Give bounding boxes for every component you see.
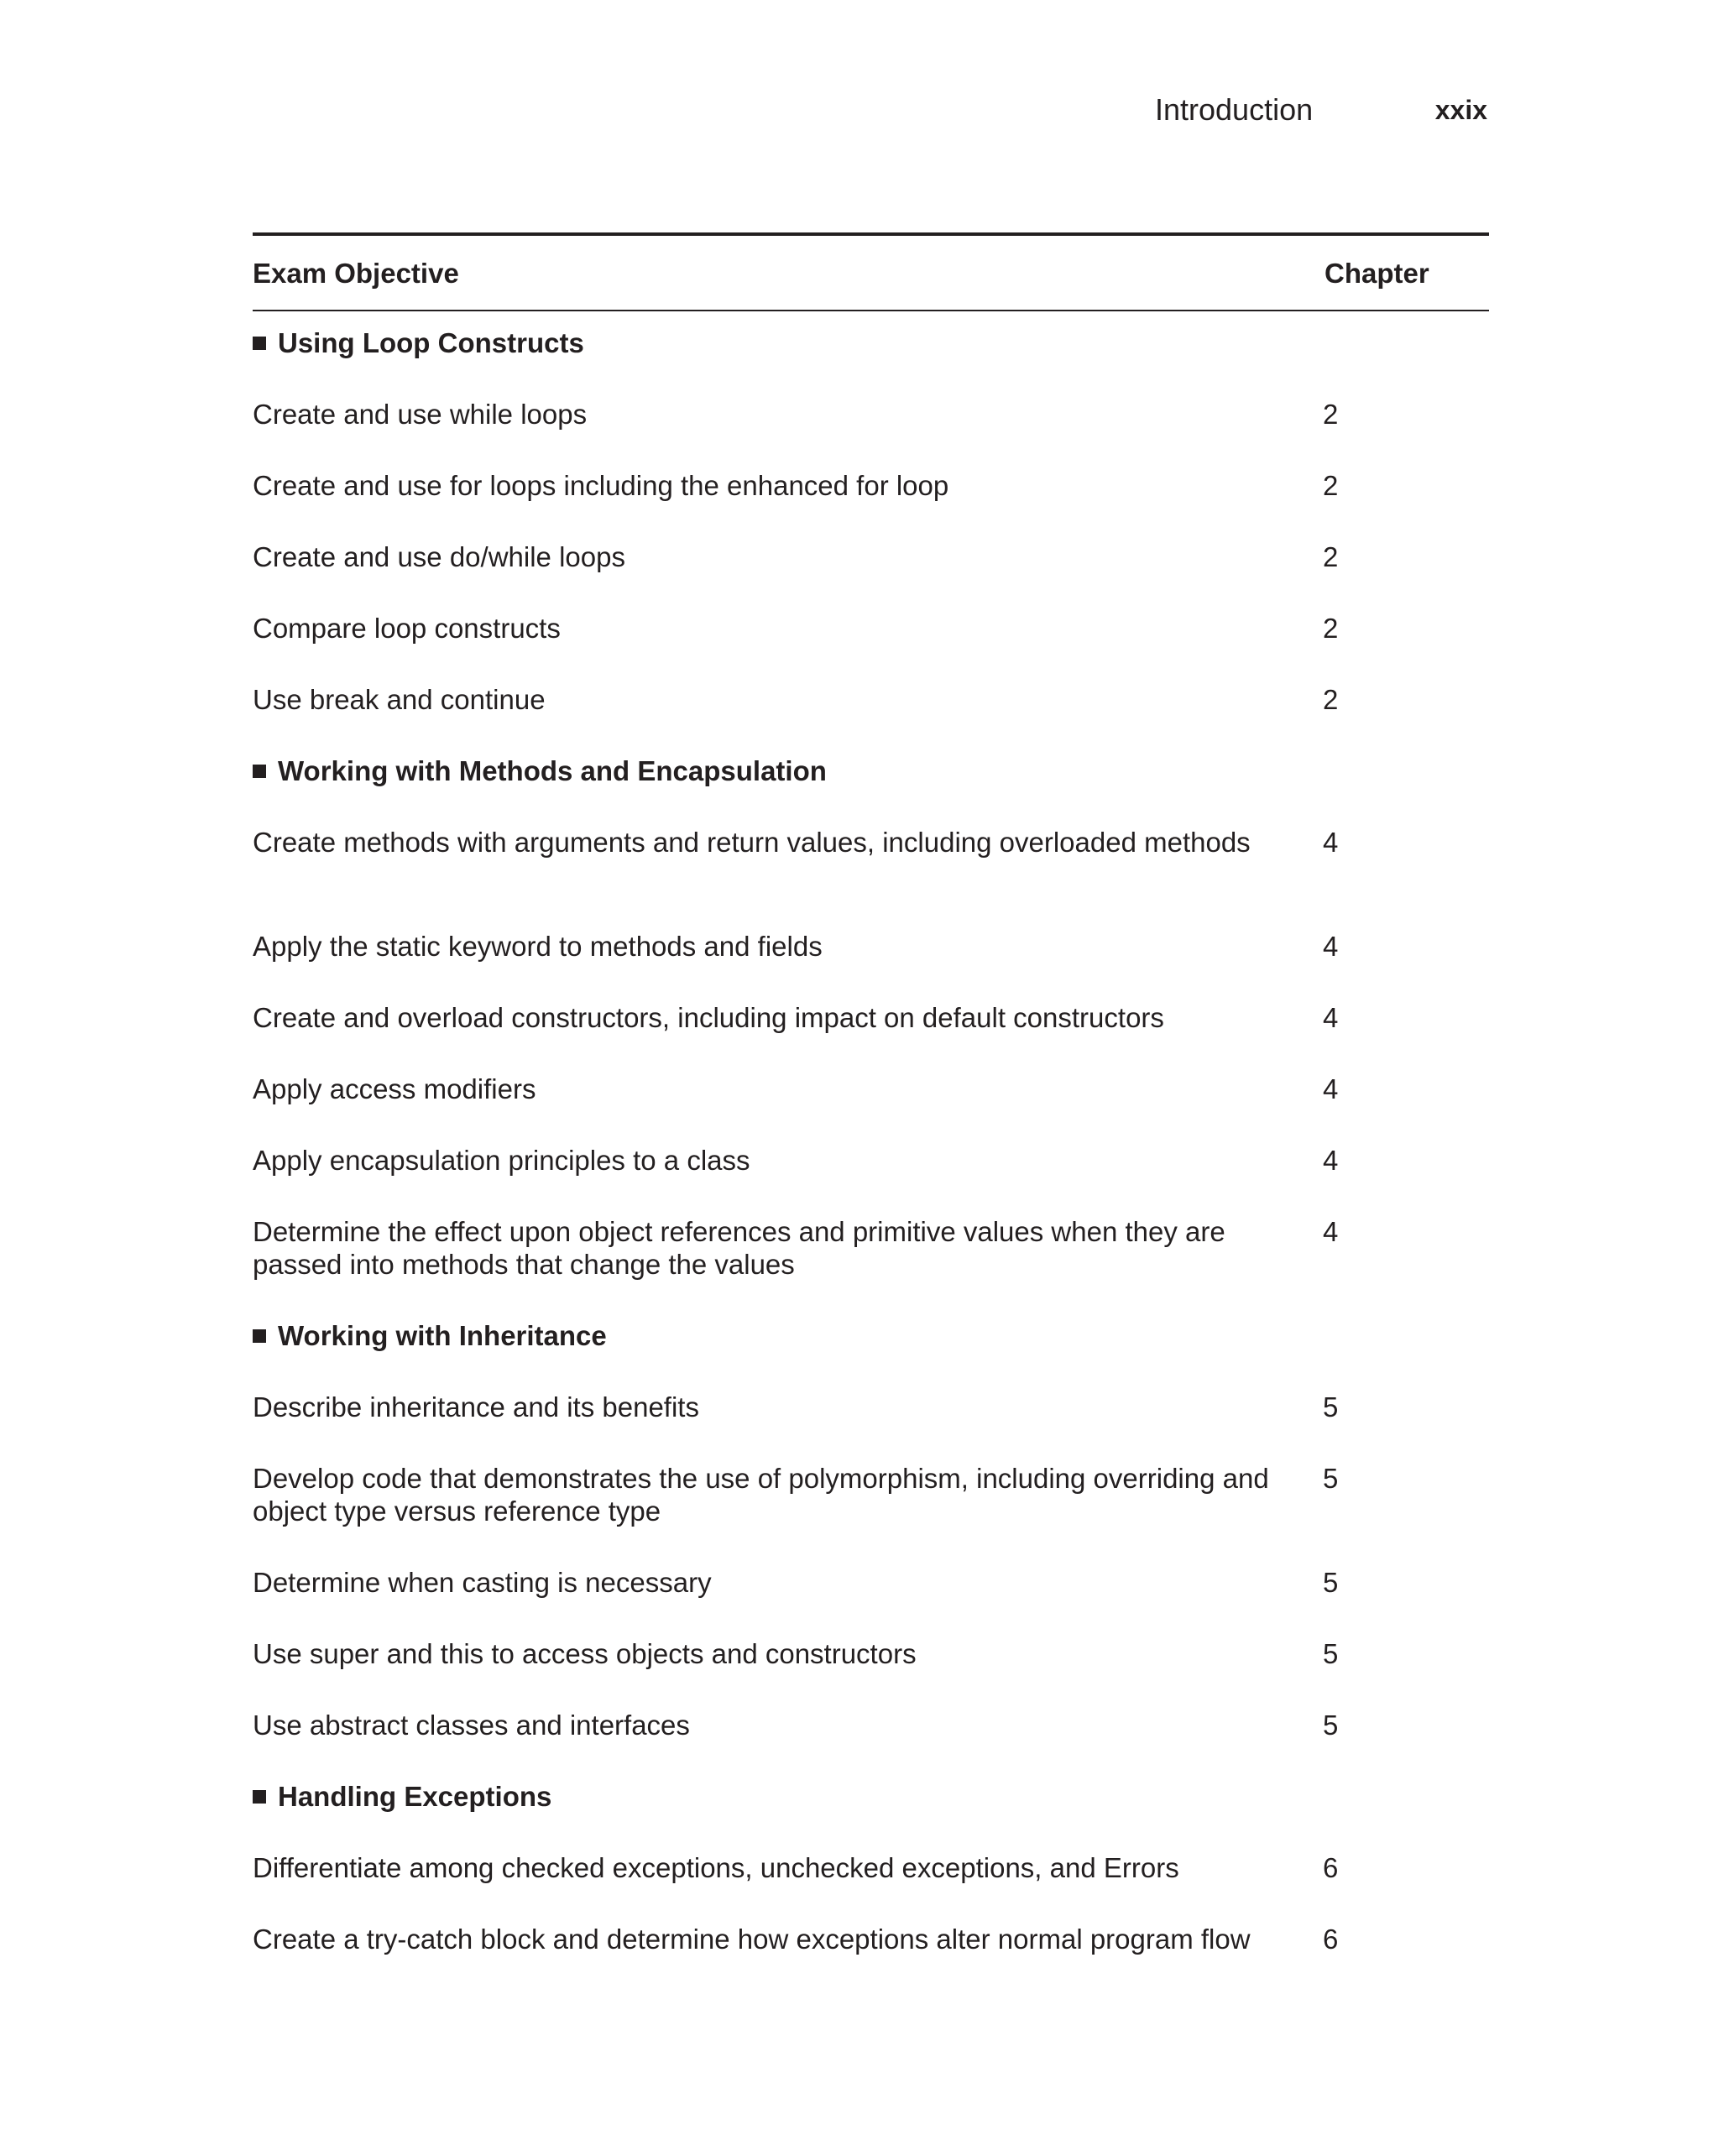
chapter-number: 2 [1323, 613, 1339, 644]
table-row [253, 1200, 1489, 1304]
square-bullet-icon [253, 765, 266, 778]
objective-text: Create a try-catch block and determine how exceptions alter normal program flow [253, 1924, 1251, 1955]
chapter-number: 6 [1323, 1924, 1339, 1955]
table-row [253, 525, 1489, 597]
table-row [253, 1908, 1489, 2012]
chapter-number: 4 [1323, 1073, 1339, 1104]
objective-text: Use abstract classes and interfaces [253, 1710, 690, 1741]
section-title: Handling Exceptions [278, 1781, 552, 1812]
header-chapter: Chapter [1325, 258, 1429, 289]
section-title: Using Loop Constructs [278, 327, 584, 358]
section-heading [253, 1765, 1489, 1836]
objective-text: Compare loop constructs [253, 613, 561, 644]
chapter-number: 5 [1323, 1710, 1339, 1741]
page-number: xxix [1434, 95, 1487, 125]
table-row [253, 1057, 1489, 1129]
objective-text: Create and use for loops including the enhanced for loop [253, 470, 949, 501]
chapter-number: 2 [1323, 399, 1339, 430]
table-row [253, 1622, 1489, 1694]
objective-text: Describe inheritance and its benefits [253, 1391, 699, 1423]
objective-text: Apply encapsulation principles to a class [253, 1145, 750, 1176]
chapter-number: 4 [1323, 931, 1339, 962]
chapter-number: 6 [1323, 1852, 1339, 1883]
square-bullet-icon [253, 1790, 266, 1804]
running-head-title: Introduction [1155, 92, 1314, 127]
table-header [253, 236, 1489, 311]
exam-objectives-table [253, 232, 1489, 2012]
section-heading [253, 311, 1489, 383]
objective-text: Create and overload constructors, including impact on default constructors [253, 1002, 1164, 1033]
objective-text: Use super and this to access objects and constructors [253, 1638, 917, 1669]
section-title: Working with Methods and Encapsulation [278, 755, 827, 786]
objective-text: Create and use while loops [253, 399, 588, 430]
objective-text: Differentiate among checked exceptions, unchecked exceptions, and Errors [253, 1852, 1179, 1883]
section-heading [253, 1304, 1489, 1376]
table-row [253, 1694, 1489, 1765]
section-title: Working with Inheritance [278, 1320, 607, 1351]
chapter-number: 4 [1323, 827, 1339, 858]
table-row [253, 986, 1489, 1057]
chapter-number: 4 [1323, 1216, 1339, 1247]
running-head [0, 91, 1719, 129]
table-row [253, 1551, 1489, 1622]
chapter-number: 2 [1323, 470, 1339, 501]
chapter-number: 5 [1323, 1638, 1339, 1669]
table-row [253, 915, 1489, 986]
chapter-number: 5 [1323, 1391, 1339, 1423]
table-row [253, 1447, 1489, 1551]
square-bullet-icon [253, 337, 266, 350]
objective-text: Apply the static keyword to methods and fields [253, 931, 823, 962]
chapter-number: 4 [1323, 1002, 1339, 1033]
header-exam-objective: Exam Objective [253, 258, 459, 289]
table-row [253, 383, 1489, 454]
chapter-number: 2 [1323, 684, 1339, 715]
objective-text: Develop code that demonstrates the use of polymorphism, including overriding and object type versus reference type [253, 1463, 1269, 1527]
table-row [253, 454, 1489, 525]
chapter-number: 2 [1323, 541, 1339, 572]
table-row [253, 1129, 1489, 1200]
table-row [253, 597, 1489, 668]
objective-text: Create methods with arguments and return values, including overloaded methods [253, 827, 1251, 858]
objective-text: Apply access modifiers [253, 1073, 536, 1104]
chapter-number: 4 [1323, 1145, 1339, 1176]
objective-text: Use break and continue [253, 684, 546, 715]
objective-text: Create and use do/while loops [253, 541, 625, 572]
table-row [253, 1376, 1489, 1447]
chapter-number: 5 [1323, 1463, 1339, 1494]
square-bullet-icon [253, 1329, 266, 1343]
chapter-number: 5 [1323, 1567, 1339, 1598]
table-row [253, 811, 1489, 915]
objective-text: Determine when casting is necessary [253, 1567, 712, 1598]
table-row [253, 668, 1489, 739]
table-row [253, 1836, 1489, 1908]
section-heading [253, 739, 1489, 811]
objective-text: Determine the effect upon object references and primitive values when they are passed into methods that change the values [253, 1216, 1225, 1280]
